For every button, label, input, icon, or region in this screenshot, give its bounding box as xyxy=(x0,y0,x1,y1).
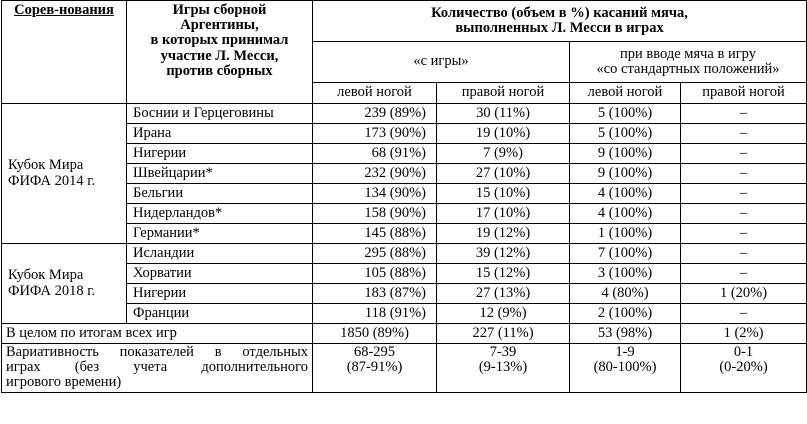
play-right-cell: 7 (9%) xyxy=(437,144,570,164)
opponent-cell: Бельгии xyxy=(127,184,313,204)
play-left-cell: 145 (88%) xyxy=(313,224,437,244)
play-right-cell: 12 (9%) xyxy=(437,304,570,324)
set-piece-header: при вводе мяча в игру «со стандартных положений» xyxy=(570,42,807,83)
total-set-right: 1 (2%) xyxy=(681,324,807,344)
opponent-cell: Боснии и Герцеговины xyxy=(127,104,313,124)
play-left-cell: 232 (90%) xyxy=(313,164,437,184)
play-right-cell: 17 (10%) xyxy=(437,204,570,224)
play-left-cell: 134 (90%) xyxy=(313,184,437,204)
opponent-cell: Германии* xyxy=(127,224,313,244)
play-left-cell: 239 (89%) xyxy=(313,104,437,124)
set-right-cell: – xyxy=(681,204,807,224)
set-right-cell: – xyxy=(681,124,807,144)
set-left-cell: 7 (100%) xyxy=(570,244,681,264)
variability-set-right: 0-1 (0-20%) xyxy=(681,344,807,393)
play-right-cell: 27 (13%) xyxy=(437,284,570,304)
variability-set-left: 1-9 (80-100%) xyxy=(570,344,681,393)
play-right-cell: 19 (10%) xyxy=(437,124,570,144)
play-left-cell: 105 (88%) xyxy=(313,264,437,284)
set-right-cell: – xyxy=(681,144,807,164)
set-right-cell: – xyxy=(681,224,807,244)
set-left-cell: 4 (80%) xyxy=(570,284,681,304)
total-label: В целом по итогам всех игр xyxy=(2,324,313,344)
games-header: Игры сборной Аргентины, в которых принимал участие Л. Месси, против сборных xyxy=(127,1,313,104)
set-right-cell: – xyxy=(681,184,807,204)
set-right-cell: – xyxy=(681,264,807,284)
play-left-cell: 295 (88%) xyxy=(313,244,437,264)
play-left-cell: 183 (87%) xyxy=(313,284,437,304)
play-right-cell: 15 (10%) xyxy=(437,184,570,204)
set-left-cell: 9 (100%) xyxy=(570,164,681,184)
set-right-cell: – xyxy=(681,304,807,324)
from-play-header: «с игры» xyxy=(313,42,570,83)
play-right-cell: 19 (12%) xyxy=(437,224,570,244)
table-row xyxy=(2,104,807,124)
competition-cell: Кубок Мира ФИФА 2014 г. xyxy=(2,104,127,244)
play-left-cell: 158 (90%) xyxy=(313,204,437,224)
play-right-cell: 39 (12%) xyxy=(437,244,570,264)
touch-count-header: Количество (объем в %) касаний мяча, выполненных Л. Месси в играх xyxy=(313,1,807,42)
set-right-cell: – xyxy=(681,104,807,124)
set-left-cell: 4 (100%) xyxy=(570,184,681,204)
opponent-cell: Нигерии xyxy=(127,144,313,164)
play-right-cell: 27 (10%) xyxy=(437,164,570,184)
set-left-cell: 3 (100%) xyxy=(570,264,681,284)
competition-cell: Кубок Мира ФИФА 2018 г. xyxy=(2,244,127,324)
set-left-cell: 4 (100%) xyxy=(570,204,681,224)
play-left-foot-header: левой ногой xyxy=(313,83,437,104)
set-right-cell: – xyxy=(681,244,807,264)
play-left-cell: 118 (91%) xyxy=(313,304,437,324)
set-left-cell: 5 (100%) xyxy=(570,124,681,144)
total-row xyxy=(2,324,807,344)
competition-header: Сорев-нования xyxy=(2,1,127,104)
set-right-foot-header: правой ногой xyxy=(681,83,807,104)
set-left-cell: 1 (100%) xyxy=(570,224,681,244)
opponent-cell: Хорватии xyxy=(127,264,313,284)
set-left-cell: 5 (100%) xyxy=(570,104,681,124)
total-set-left: 53 (98%) xyxy=(570,324,681,344)
play-right-cell: 15 (12%) xyxy=(437,264,570,284)
set-right-cell: 1 (20%) xyxy=(681,284,807,304)
play-right-foot-header: правой ногой xyxy=(437,83,570,104)
opponent-cell: Исландии xyxy=(127,244,313,264)
play-right-cell: 30 (11%) xyxy=(437,104,570,124)
set-left-foot-header: левой ногой xyxy=(570,83,681,104)
set-right-cell: – xyxy=(681,164,807,184)
set-left-cell: 9 (100%) xyxy=(570,144,681,164)
opponent-cell: Швейцарии* xyxy=(127,164,313,184)
opponent-cell: Нидерландов* xyxy=(127,204,313,224)
total-play-right: 227 (11%) xyxy=(437,324,570,344)
set-left-cell: 2 (100%) xyxy=(570,304,681,324)
play-left-cell: 68 (91%) xyxy=(313,144,437,164)
total-play-left: 1850 (89%) xyxy=(313,324,437,344)
opponent-cell: Ирана xyxy=(127,124,313,144)
variability-label: Вариативность показателей в отдельных играх (без учета дополнительного игрового времени) xyxy=(2,344,313,393)
play-left-cell: 173 (90%) xyxy=(313,124,437,144)
variability-play-left: 68-295 (87-91%) xyxy=(313,344,437,393)
opponent-cell: Франции xyxy=(127,304,313,324)
variability-row xyxy=(2,344,807,393)
opponent-cell: Нигерии xyxy=(127,284,313,304)
variability-play-right: 7-39 (9-13%) xyxy=(437,344,570,393)
messi-touches-table xyxy=(1,0,807,393)
table-row xyxy=(2,244,807,264)
